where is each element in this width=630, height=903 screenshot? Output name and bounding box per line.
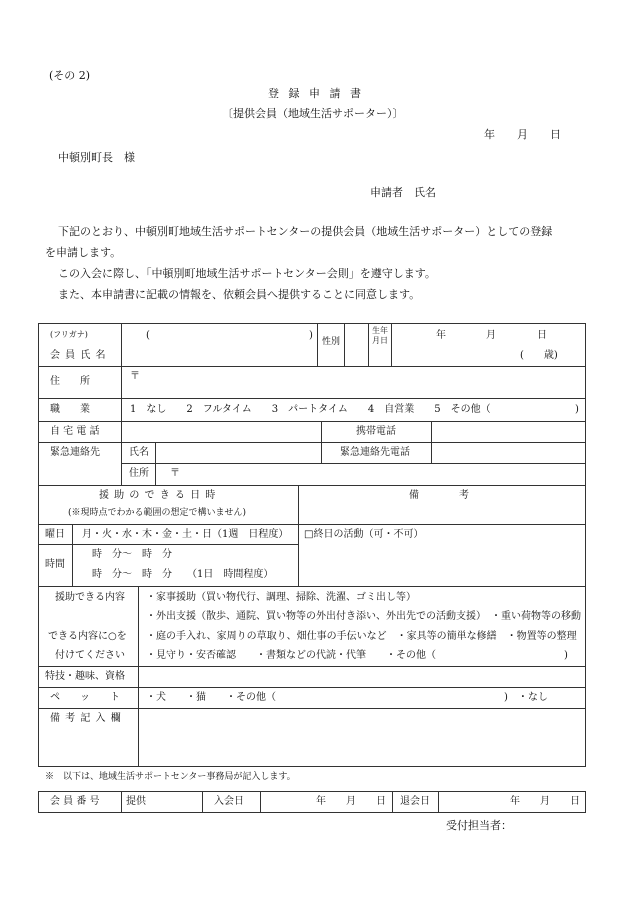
help-label-1: 援助できる内容 xyxy=(55,592,125,603)
leave-date-label: 退会日 xyxy=(400,796,430,807)
job-options[interactable]: 1 なし 2 フルタイム 3 パートタイム 4 自営業 5 その他（ xyxy=(130,404,491,415)
help-item-4[interactable]: ・見守り・安否確認 ・書類などの代読・代筆 ・その他（ xyxy=(146,650,436,661)
birth-day-label: 日 xyxy=(537,330,547,341)
availability-title: 援 助 の で き る 日 時 xyxy=(99,490,217,501)
help-item-2[interactable]: ・外出支援（散歩、通院、買い物等の外出付き添い、外出先での活動支援） ・重い荷物等の移動 xyxy=(146,611,581,622)
emergency-phone-label: 緊急連絡先電話 xyxy=(340,447,410,458)
paragraph-1b: を申請します。 xyxy=(45,246,122,259)
pet-close[interactable]: ) ・なし xyxy=(504,692,548,703)
postal-mark: 〒 xyxy=(130,371,140,382)
time-range-2[interactable]: 時 分〜 時 分 （1日 時間程度） xyxy=(92,569,274,580)
job-close-paren: ) xyxy=(575,404,579,415)
availability-note: (※現時点でわかる範囲の想定で構いません) xyxy=(68,508,247,518)
birth-month-label: 月 xyxy=(486,330,496,341)
emergency-contact-label: 緊急連絡先 xyxy=(50,447,100,458)
allday-checkbox[interactable]: □終日の活動（可・不可） xyxy=(304,529,424,540)
remarks-title: 備 考 xyxy=(409,490,469,501)
join-date-ymd: 年 月 日 xyxy=(316,796,386,807)
mobile-phone-label: 携帯電話 xyxy=(356,426,396,437)
birth-year-label: 年 xyxy=(436,330,446,341)
hobby-label: 特技・趣味、資格 xyxy=(45,671,125,682)
receiver-label: 受付担当者： xyxy=(446,819,512,832)
page-subtitle: 〔提供会員（地域生活サポーター）〕 xyxy=(222,107,404,120)
member-number-label: 会 員 番 号 xyxy=(50,796,100,807)
furigana-label: (フリガナ) xyxy=(50,330,88,339)
join-date-label: 入会日 xyxy=(214,796,244,807)
birthdate-label: 生年月日 xyxy=(372,326,388,345)
home-phone-label: 自 宅 電 話 xyxy=(50,426,100,437)
page-title: 登 録 申 請 書 xyxy=(268,87,364,100)
addressee: 中頓別町長 様 xyxy=(58,151,135,164)
furigana-paren-close: ) xyxy=(309,330,313,341)
address-label: 住 所 xyxy=(50,376,90,387)
help-item-3[interactable]: ・庭の手入れ、家周りの草取り、畑仕事の手伝いなど ・家具等の簡単な修繕 ・物置等の整理 xyxy=(146,631,577,642)
help-label-3: 付けてください xyxy=(55,650,125,661)
remarks-entry-label: 備 考 記 入 欄 xyxy=(50,713,122,724)
form-number: (その 2) xyxy=(49,69,91,82)
emergency-name-label: 氏名 xyxy=(129,447,149,458)
applicant-name-label: 申請者 氏名 xyxy=(370,186,436,199)
weekday-options[interactable]: 月・火・水・木・金・土・日（1週 日程度） xyxy=(82,529,289,540)
teikyo-label: 提供 xyxy=(126,796,146,807)
emergency-postal-mark: 〒 xyxy=(170,468,180,479)
furigana-paren-open: ( xyxy=(146,330,150,341)
help-label-2: できる内容に○を xyxy=(48,631,127,642)
pet-label: ペ ッ ト xyxy=(50,692,120,703)
paragraph-1a: 下記のとおり、中頓別町地域生活サポートセンターの提供会員（地域生活サポーター）としての登録 xyxy=(58,225,553,238)
date-line: 年 月 日 xyxy=(484,128,561,141)
job-label: 職 業 xyxy=(50,404,90,415)
paragraph-2: この入会に際し、「中頓別町地域生活サポートセンター会則」を遵守します。 xyxy=(58,267,436,280)
time-label: 時間 xyxy=(45,559,65,570)
pet-options[interactable]: ・犬 ・猫 ・その他（ xyxy=(146,692,276,703)
office-note: ※ 以下は、地域生活サポートセンター事務局が記入します。 xyxy=(45,772,296,782)
emergency-address-label: 住所 xyxy=(129,468,149,479)
help-item-1[interactable]: ・家事援助（買い物代行、調理、掃除、洗濯、ゴミ出し等） xyxy=(146,592,416,603)
leave-date-ymd: 年 月 日 xyxy=(510,796,580,807)
weekday-label: 曜日 xyxy=(45,529,65,540)
age-label: ( 歳) xyxy=(520,350,558,361)
gender-label: 性別 xyxy=(321,337,340,347)
time-range-1[interactable]: 時 分〜 時 分 xyxy=(92,549,172,560)
help-item-4-close: ) xyxy=(564,650,568,661)
paragraph-3: また、本申請書に記載の情報を、依頼会員へ提供することに同意します。 xyxy=(58,288,421,301)
member-name-label: 会 員 氏 名 xyxy=(50,350,107,361)
